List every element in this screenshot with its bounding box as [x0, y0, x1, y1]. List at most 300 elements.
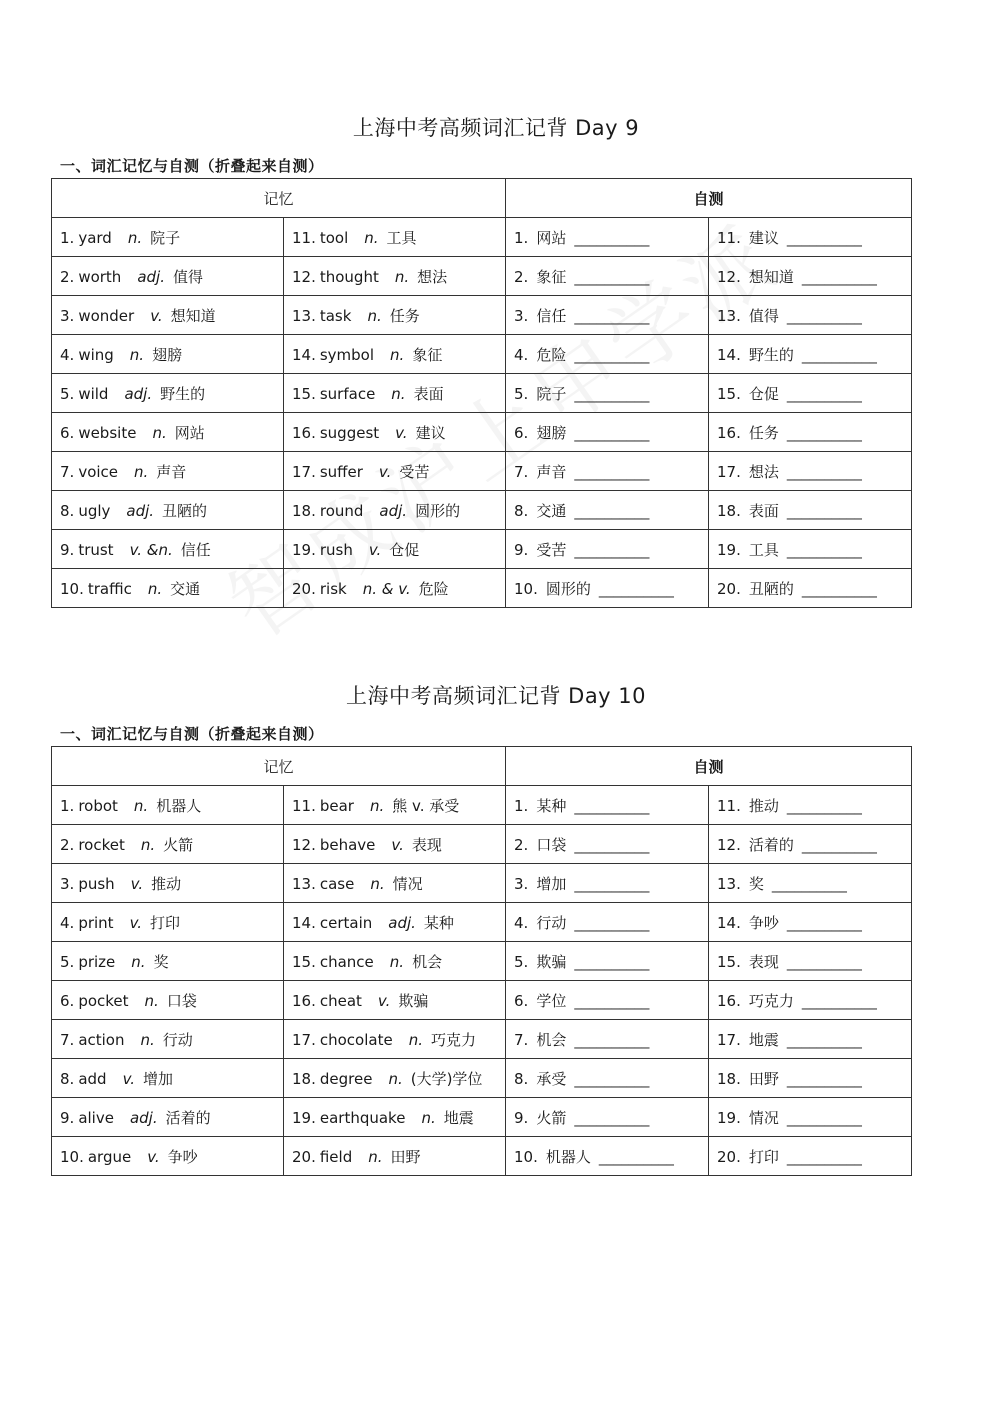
selftest-cell[interactable] — [709, 1059, 912, 1098]
part-of-speech: n. — [391, 384, 406, 403]
english-word: action — [78, 1030, 125, 1049]
part-of-speech: n. — [129, 345, 145, 364]
item-number: 1. — [514, 796, 529, 815]
item-number: 17. — [717, 1030, 741, 1049]
chinese-prompt: 仓促 — [748, 384, 779, 403]
english-word: round — [319, 501, 364, 520]
english-word: voice — [78, 462, 119, 481]
answer-blank[interactable]: __________ — [786, 1147, 862, 1166]
part-of-speech: n. — [390, 345, 405, 364]
table-row — [52, 864, 912, 903]
part-of-speech: n. — [152, 423, 167, 442]
answer-blank[interactable]: __________ — [786, 462, 862, 481]
memory-cell — [52, 491, 284, 530]
table-row — [52, 569, 912, 608]
english-word: case — [319, 874, 355, 893]
english-word: add — [78, 1069, 107, 1088]
selftest-cell[interactable] — [709, 257, 912, 296]
english-word: rush — [319, 540, 353, 559]
part-of-speech: n. — [388, 1069, 403, 1088]
chinese-meaning: 打印 — [149, 913, 180, 932]
selftest-cell[interactable] — [506, 452, 709, 491]
chinese-meaning: 象征 — [412, 345, 443, 364]
english-word: suffer — [319, 462, 363, 481]
chinese-prompt: 推动 — [748, 796, 779, 815]
item-number: 9. — [60, 540, 75, 559]
selftest-cell[interactable] — [506, 530, 709, 569]
item-number: 5. — [514, 952, 529, 971]
part-of-speech: n. — [127, 228, 143, 247]
chinese-meaning: (大学)学位 — [410, 1069, 483, 1088]
part-of-speech: n. — [133, 796, 149, 815]
answer-blank[interactable]: __________ — [786, 540, 862, 559]
memory-cell — [52, 413, 284, 452]
chinese-prompt: 值得 — [748, 306, 779, 325]
chinese-meaning: 情况 — [392, 874, 423, 893]
answer-blank[interactable]: __________ — [786, 952, 862, 971]
table-row — [52, 218, 912, 257]
chinese-meaning: 表面 — [413, 384, 444, 403]
item-number: 6. — [514, 991, 529, 1010]
memory-cell — [52, 257, 284, 296]
item-number: 18. — [292, 1069, 316, 1088]
chinese-prompt: 丑陋的 — [748, 579, 794, 598]
part-of-speech: n. — [370, 874, 385, 893]
table-row — [52, 1020, 912, 1059]
memory-cell — [52, 530, 284, 569]
english-word: prize — [78, 952, 116, 971]
selftest-cell[interactable] — [506, 942, 709, 981]
chinese-meaning: 任务 — [389, 306, 420, 325]
chinese-prompt: 承受 — [536, 1069, 567, 1088]
item-number: 12. — [292, 267, 316, 286]
chinese-meaning: 丑陋的 — [162, 501, 208, 520]
part-of-speech: n. — [140, 1030, 155, 1049]
chinese-prompt: 增加 — [536, 874, 567, 893]
english-word: bear — [319, 796, 354, 815]
answer-blank[interactable]: __________ — [574, 384, 650, 403]
item-number: 2. — [60, 267, 75, 286]
selftest-cell[interactable] — [506, 218, 709, 257]
selftest-cell[interactable] — [506, 981, 709, 1020]
table-row — [52, 786, 912, 825]
item-number: 11. — [292, 796, 316, 815]
item-number: 13. — [292, 874, 316, 893]
item-number: 6. — [514, 423, 529, 442]
chinese-prompt: 建议 — [748, 228, 779, 247]
selftest-cell[interactable] — [506, 1020, 709, 1059]
selftest-cell[interactable] — [506, 374, 709, 413]
english-word: wild — [78, 384, 109, 403]
part-of-speech: adj. — [129, 1108, 158, 1127]
table-row — [52, 903, 912, 942]
selftest-cell[interactable] — [709, 1098, 912, 1137]
chinese-prompt: 奖 — [748, 874, 764, 893]
part-of-speech: n. — [140, 835, 156, 854]
memory-cell — [284, 335, 506, 374]
item-number: 20. — [292, 579, 316, 598]
part-of-speech: n. — [134, 462, 149, 481]
item-number: 16. — [717, 991, 741, 1010]
answer-blank[interactable]: __________ — [801, 267, 877, 286]
selftest-cell[interactable] — [709, 569, 912, 608]
item-number: 8. — [60, 501, 75, 520]
english-word: task — [319, 306, 352, 325]
item-number: 10. — [514, 579, 538, 598]
item-number: 18. — [717, 501, 741, 520]
item-number: 2. — [60, 835, 75, 854]
chinese-meaning: 欺骗 — [398, 991, 429, 1010]
chinese-prompt: 网站 — [536, 228, 567, 247]
english-word: symbol — [319, 345, 375, 364]
item-number: 6. — [60, 991, 75, 1010]
part-of-speech: adj. — [137, 267, 165, 286]
answer-blank[interactable]: __________ — [786, 796, 862, 815]
selftest-cell[interactable] — [506, 864, 709, 903]
chinese-prompt: 野生的 — [748, 345, 794, 364]
day9-title: 上海中考高频词汇记背 Day 9 — [352, 116, 640, 140]
chinese-meaning: 机器人 — [156, 796, 202, 815]
selftest-cell[interactable] — [506, 903, 709, 942]
part-of-speech: n. — [421, 1108, 436, 1127]
part-of-speech: v. — [395, 423, 408, 442]
item-number: 11. — [717, 796, 741, 815]
item-number: 1. — [514, 228, 529, 247]
memory-cell — [52, 1137, 284, 1176]
chinese-prompt: 信任 — [536, 306, 567, 325]
selftest-cell[interactable] — [709, 530, 912, 569]
item-number: 20. — [717, 579, 741, 598]
chinese-prompt: 圆形的 — [545, 579, 591, 598]
answer-blank[interactable]: __________ — [786, 306, 862, 325]
item-number: 3. — [514, 874, 529, 893]
item-number: 12. — [292, 835, 316, 854]
selftest-cell[interactable] — [506, 491, 709, 530]
answer-blank[interactable]: __________ — [574, 991, 650, 1010]
chinese-meaning: 交通 — [170, 579, 201, 598]
item-number: 15. — [292, 384, 316, 403]
item-number: 17. — [717, 462, 741, 481]
part-of-speech: n. — [131, 952, 146, 971]
answer-blank[interactable]: __________ — [574, 423, 650, 442]
chinese-prompt: 活着的 — [748, 835, 794, 854]
chinese-meaning: 野生的 — [160, 384, 206, 403]
english-word: print — [78, 913, 114, 932]
selftest-cell[interactable] — [709, 1137, 912, 1176]
item-number: 19. — [292, 540, 316, 559]
answer-blank[interactable]: __________ — [786, 1030, 862, 1049]
selftest-cell[interactable] — [709, 981, 912, 1020]
selftest-cell[interactable] — [506, 1137, 709, 1176]
item-number: 8. — [514, 501, 529, 520]
chinese-meaning: 信任 — [180, 540, 211, 559]
chinese-prompt: 受苦 — [536, 540, 567, 559]
memory-cell — [52, 374, 284, 413]
table-row — [52, 491, 912, 530]
answer-blank[interactable]: __________ — [786, 1108, 862, 1127]
item-number: 11. — [292, 228, 316, 247]
item-number: 14. — [717, 345, 741, 364]
chinese-meaning: 火箭 — [163, 835, 194, 854]
answer-blank[interactable]: __________ — [574, 1108, 650, 1127]
english-word: cheat — [319, 991, 362, 1010]
chinese-meaning: 受苦 — [399, 462, 430, 481]
memory-cell — [284, 981, 506, 1020]
chinese-prompt: 欺骗 — [536, 952, 567, 971]
part-of-speech: n. — [364, 228, 379, 247]
selftest-cell[interactable] — [506, 1098, 709, 1137]
part-of-speech: n. — [408, 1030, 423, 1049]
item-number: 4. — [514, 345, 529, 364]
chinese-prompt: 巧克力 — [748, 991, 794, 1010]
selftest-cell[interactable] — [506, 257, 709, 296]
part-of-speech: adj. — [124, 384, 153, 403]
part-of-speech: v. — [130, 874, 144, 893]
part-of-speech: v. &n. — [129, 540, 173, 559]
memory-cell — [52, 1020, 284, 1059]
selftest-cell[interactable] — [506, 786, 709, 825]
selftest-cell[interactable] — [506, 335, 709, 374]
chinese-prompt: 争吵 — [748, 913, 779, 932]
table-row — [52, 825, 912, 864]
selftest-cell[interactable] — [709, 491, 912, 530]
selftest-cell[interactable] — [506, 569, 709, 608]
english-word: behave — [319, 835, 376, 854]
selftest-cell[interactable] — [506, 296, 709, 335]
memory-cell — [52, 218, 284, 257]
memory-cell — [284, 786, 506, 825]
item-number: 10. — [514, 1147, 538, 1166]
answer-blank[interactable]: __________ — [574, 913, 650, 932]
table-row — [52, 374, 912, 413]
chinese-meaning: 推动 — [151, 874, 182, 893]
item-number: 18. — [717, 1069, 741, 1088]
item-number: 18. — [292, 501, 316, 520]
chinese-meaning: 奖 — [153, 952, 169, 971]
chinese-prompt: 声音 — [536, 462, 567, 481]
answer-blank[interactable]: __________ — [574, 835, 650, 854]
item-number: 12. — [717, 267, 741, 286]
answer-blank[interactable]: __________ — [574, 796, 650, 815]
item-number: 14. — [292, 913, 316, 932]
item-number: 14. — [717, 913, 741, 932]
table-row — [52, 335, 912, 374]
memory-cell — [52, 942, 284, 981]
answer-blank[interactable]: __________ — [574, 501, 650, 520]
answer-blank[interactable]: __________ — [574, 1069, 650, 1088]
answer-blank[interactable]: __________ — [786, 1069, 862, 1088]
english-word: trust — [78, 540, 114, 559]
item-number: 17. — [292, 1030, 316, 1049]
chinese-prompt: 表面 — [748, 501, 779, 520]
day9-subtitle: 一、词汇记忆与自测（折叠起来自测） — [60, 157, 324, 175]
selftest-header: 自测 — [506, 747, 912, 786]
chinese-prompt: 学位 — [536, 991, 567, 1010]
chinese-meaning: 声音 — [156, 462, 187, 481]
item-number: 16. — [717, 423, 741, 442]
answer-blank[interactable]: __________ — [801, 345, 877, 364]
selftest-cell[interactable] — [709, 374, 912, 413]
answer-blank[interactable]: __________ — [574, 952, 650, 971]
item-number: 11. — [717, 228, 741, 247]
chinese-meaning: 口袋 — [166, 991, 197, 1010]
answer-blank[interactable]: __________ — [801, 579, 877, 598]
item-number: 15. — [717, 952, 741, 971]
selftest-cell[interactable] — [709, 296, 912, 335]
answer-blank[interactable]: __________ — [786, 384, 862, 403]
selftest-cell[interactable] — [709, 218, 912, 257]
english-word: alive — [78, 1108, 114, 1127]
memory-cell — [52, 903, 284, 942]
part-of-speech: v. — [368, 540, 382, 559]
part-of-speech: adj. — [388, 913, 416, 932]
item-number: 8. — [514, 1069, 529, 1088]
item-number: 15. — [717, 384, 741, 403]
table-row — [52, 452, 912, 491]
memory-cell — [284, 413, 506, 452]
item-number: 19. — [292, 1108, 316, 1127]
day10-subtitle: 一、词汇记忆与自测（折叠起来自测） — [60, 725, 324, 743]
chinese-prompt: 地震 — [748, 1030, 779, 1049]
part-of-speech: v. — [378, 462, 392, 481]
part-of-speech: n. — [144, 991, 159, 1010]
memory-cell — [52, 864, 284, 903]
chinese-prompt: 想法 — [748, 462, 779, 481]
item-number: 2. — [514, 835, 529, 854]
selftest-cell[interactable] — [709, 786, 912, 825]
answer-blank[interactable]: __________ — [574, 306, 650, 325]
memory-cell — [284, 864, 506, 903]
chinese-meaning: 地震 — [443, 1108, 474, 1127]
selftest-cell[interactable] — [709, 452, 912, 491]
answer-blank[interactable]: __________ — [786, 423, 862, 442]
day10-title: 上海中考高频词汇记背 Day 10 — [345, 684, 647, 708]
chinese-prompt: 口袋 — [536, 835, 567, 854]
selftest-cell[interactable] — [709, 413, 912, 452]
item-number: 5. — [60, 952, 75, 971]
item-number: 20. — [717, 1147, 741, 1166]
item-number: 10. — [60, 579, 84, 598]
item-number: 1. — [60, 228, 75, 247]
english-word: field — [319, 1147, 353, 1166]
memory-cell — [284, 218, 506, 257]
answer-blank[interactable]: __________ — [771, 874, 847, 893]
item-number: 5. — [514, 384, 529, 403]
english-word: robot — [78, 796, 118, 815]
memory-cell — [284, 1059, 506, 1098]
item-number: 5. — [60, 384, 75, 403]
answer-blank[interactable]: __________ — [598, 579, 674, 598]
item-number: 7. — [60, 462, 75, 481]
part-of-speech: n. — [367, 306, 382, 325]
day10-table — [51, 746, 912, 1176]
memory-cell — [284, 942, 506, 981]
selftest-cell[interactable] — [709, 864, 912, 903]
table-row — [52, 1137, 912, 1176]
chinese-meaning: 网站 — [174, 423, 205, 442]
answer-blank[interactable]: __________ — [574, 345, 650, 364]
memory-cell — [284, 1020, 506, 1059]
chinese-prompt: 翅膀 — [536, 423, 567, 442]
chinese-meaning: 机会 — [412, 952, 443, 971]
english-word: pocket — [78, 991, 129, 1010]
selftest-cell[interactable] — [506, 413, 709, 452]
answer-blank[interactable]: __________ — [574, 228, 650, 247]
chinese-meaning: 工具 — [386, 228, 417, 247]
table-row — [52, 530, 912, 569]
chinese-meaning: 院子 — [150, 228, 181, 247]
english-word: risk — [319, 579, 347, 598]
item-number: 9. — [60, 1108, 75, 1127]
answer-blank[interactable]: __________ — [786, 913, 862, 932]
part-of-speech: v. — [391, 835, 404, 854]
english-word: ugly — [78, 501, 111, 520]
chinese-meaning: 翅膀 — [152, 345, 183, 364]
memory-cell — [52, 786, 284, 825]
answer-blank[interactable]: __________ — [598, 1147, 674, 1166]
memory-cell — [52, 981, 284, 1020]
chinese-meaning: 圆形的 — [415, 501, 461, 520]
part-of-speech: v. — [150, 306, 163, 325]
selftest-cell[interactable] — [506, 825, 709, 864]
chinese-prompt: 某种 — [536, 796, 567, 815]
memory-cell — [52, 296, 284, 335]
item-number: 3. — [60, 306, 75, 325]
answer-blank[interactable]: __________ — [574, 462, 650, 481]
chinese-meaning: 增加 — [142, 1069, 173, 1088]
table-row — [52, 296, 912, 335]
selftest-cell[interactable] — [709, 1020, 912, 1059]
table-row — [52, 257, 912, 296]
chinese-prompt: 任务 — [748, 423, 779, 442]
answer-blank[interactable]: __________ — [574, 874, 650, 893]
part-of-speech: v. — [147, 1147, 160, 1166]
selftest-cell[interactable] — [709, 825, 912, 864]
selftest-cell[interactable] — [506, 1059, 709, 1098]
chinese-meaning: 仓促 — [389, 540, 420, 559]
table-row — [52, 1098, 912, 1137]
english-word: thought — [319, 267, 379, 286]
answer-blank[interactable]: __________ — [574, 267, 650, 286]
answer-blank[interactable]: __________ — [574, 1030, 650, 1049]
chinese-prompt: 田野 — [748, 1069, 779, 1088]
part-of-speech: v. — [122, 1069, 135, 1088]
memory-cell — [52, 335, 284, 374]
item-number: 14. — [292, 345, 316, 364]
answer-blank[interactable]: __________ — [786, 228, 862, 247]
chinese-meaning: 想法 — [417, 267, 448, 286]
selftest-cell[interactable] — [709, 903, 912, 942]
chinese-prompt: 机器人 — [545, 1147, 591, 1166]
item-number: 8. — [60, 1069, 75, 1088]
english-word: traffic — [87, 579, 132, 598]
day9-table — [51, 178, 912, 608]
item-number: 19. — [717, 540, 741, 559]
answer-blank[interactable]: __________ — [786, 501, 862, 520]
memory-cell — [284, 903, 506, 942]
memory-cell — [284, 530, 506, 569]
answer-blank[interactable]: __________ — [574, 540, 650, 559]
memory-cell — [284, 452, 506, 491]
chinese-prompt: 机会 — [536, 1030, 567, 1049]
item-number: 16. — [292, 423, 316, 442]
part-of-speech: n. — [389, 952, 405, 971]
selftest-cell[interactable] — [709, 335, 912, 374]
table-row — [52, 1059, 912, 1098]
answer-blank[interactable]: __________ — [801, 991, 877, 1010]
selftest-cell[interactable] — [709, 942, 912, 981]
answer-blank[interactable]: __________ — [801, 835, 877, 854]
